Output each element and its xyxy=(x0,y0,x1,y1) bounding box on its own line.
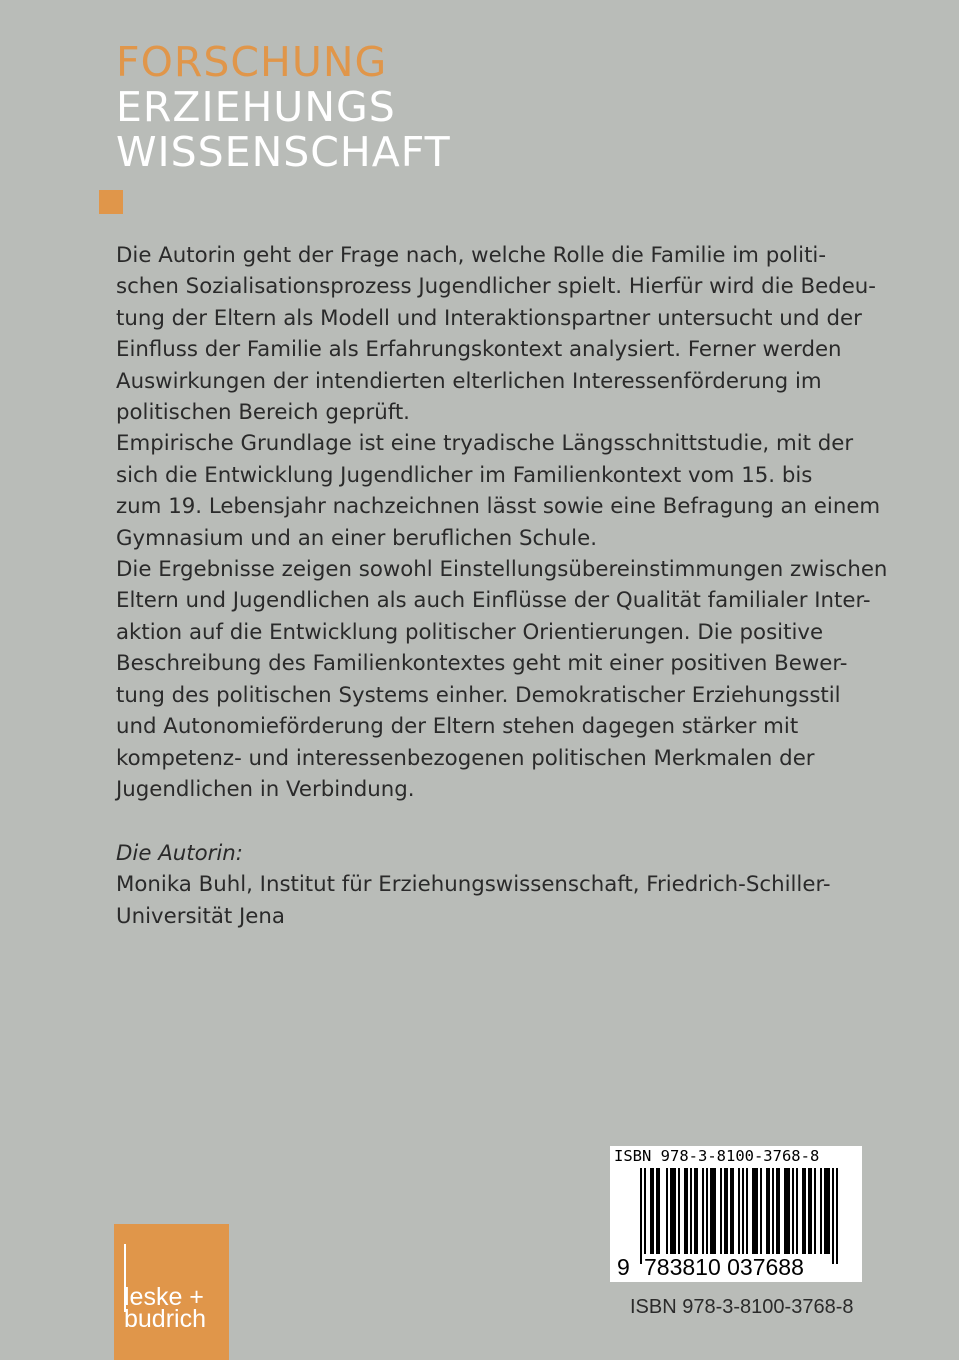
blurb-line: tung des politischen Systems einher. Demokratischer Erziehungsstil xyxy=(116,682,841,708)
blurb-line: Eltern und Jugendlichen als auch Einflüsse der Qualität familialer Inter- xyxy=(116,588,871,614)
barcode-bar xyxy=(792,1168,794,1254)
barcode-bar xyxy=(760,1168,762,1254)
barcode-bar xyxy=(696,1168,698,1254)
barcode-bar xyxy=(672,1168,674,1254)
barcode-bar xyxy=(670,1168,672,1254)
barcode-bar xyxy=(656,1168,658,1254)
barcode-bar xyxy=(694,1168,696,1254)
barcode xyxy=(610,1146,862,1282)
barcode-bar xyxy=(720,1168,722,1254)
barcode-bar xyxy=(726,1168,728,1254)
blurb-line: kompetenz- und interessenbezogenen politischen Merkmalen der xyxy=(116,745,815,771)
barcode-bar xyxy=(640,1168,642,1264)
barcode-bar xyxy=(820,1168,822,1254)
barcode-bar xyxy=(784,1168,786,1254)
barcode-bar xyxy=(724,1168,726,1254)
barcode-bar xyxy=(808,1168,810,1254)
barcode-bar xyxy=(732,1168,734,1254)
isbn-text: ISBN 978-3-8100-3768-8 xyxy=(630,1296,854,1318)
blurb-line: Die Autorin geht der Frage nach, welche Rolle die Familie im politi- xyxy=(116,243,827,268)
blurb-line: tung der Eltern als Modell und Interaktionspartner untersucht und der xyxy=(116,305,862,331)
barcode-bar xyxy=(686,1168,688,1254)
barcode-bar xyxy=(650,1168,652,1254)
publisher-logo xyxy=(114,1224,229,1360)
author-section xyxy=(116,838,831,932)
barcode-isbn-label: ISBN 978-3-8100-3768-8 xyxy=(614,1147,820,1165)
barcode-bar xyxy=(666,1168,668,1254)
barcode-bar xyxy=(738,1168,740,1264)
logo-line-1: leske + xyxy=(124,1283,204,1311)
barcode-bar xyxy=(772,1168,774,1254)
barcode-bar xyxy=(730,1168,732,1254)
series-title xyxy=(116,40,451,175)
series-title-line-1: FORSCHUNG xyxy=(116,38,388,86)
barcode-bar xyxy=(776,1168,778,1254)
barcode-bar xyxy=(746,1168,748,1254)
logo-text xyxy=(124,1283,206,1333)
blurb-line: Jugendlichen in Verbindung. xyxy=(116,776,415,802)
barcode-bar xyxy=(658,1168,660,1254)
barcode-bar xyxy=(712,1168,714,1254)
blurb-line: Gymnasium und an einer beruflichen Schule. xyxy=(116,525,597,551)
barcode-bar xyxy=(796,1168,798,1254)
barcode-bar xyxy=(710,1168,712,1254)
author-heading: Die Autorin: xyxy=(116,841,243,866)
blurb-text xyxy=(116,240,886,805)
barcode-bar xyxy=(802,1168,804,1254)
author-affiliation-line-1: Monika Buhl, Institut für Erziehungswissenschaft, Friedrich-Schiller- xyxy=(116,872,831,898)
barcode-bar xyxy=(828,1168,830,1254)
barcode-bar xyxy=(714,1168,716,1254)
barcode-bar xyxy=(804,1168,806,1254)
blurb-line: aktion auf die Entwicklung politischer Orientierungen. Die positive xyxy=(116,619,824,645)
barcode-bar xyxy=(786,1168,788,1254)
barcode-bar xyxy=(826,1168,828,1254)
blurb-line: Beschreibung des Familienkontextes geht mit einer positiven Bewer- xyxy=(116,651,848,677)
barcode-bar xyxy=(652,1168,654,1254)
blurb-line: Auswirkungen der intendierten elterlichen Interessenförderung im xyxy=(116,368,822,394)
barcode-bar xyxy=(752,1168,754,1254)
blurb-line: und Autonomieförderung der Eltern stehen dagegen stärker mit xyxy=(116,714,799,740)
barcode-bar xyxy=(810,1168,812,1254)
blurb-line: Empirische Grundlage ist eine tryadische Längsschnittstudie, mit der xyxy=(116,431,854,457)
barcode-bar xyxy=(832,1168,834,1264)
barcode-bar xyxy=(690,1168,692,1254)
barcode-bar xyxy=(706,1168,708,1254)
blurb-line: politischen Bereich geprüft. xyxy=(116,400,410,426)
barcode-bar xyxy=(836,1168,838,1264)
barcode-bar xyxy=(754,1168,756,1254)
series-title-line-2: ERZIEHUNGS xyxy=(116,83,396,131)
author-affiliation-line-2: Universität Jena xyxy=(116,903,285,929)
blurb-line: schen Sozialisationsprozess Jugendlicher spielt. Hierfür wird die Bedeu- xyxy=(116,274,876,300)
barcode-bar xyxy=(814,1168,816,1254)
barcode-bar xyxy=(742,1168,744,1264)
barcode-bar xyxy=(768,1168,770,1254)
blurb-line: sich die Entwicklung Jugendlicher im Familienkontext vom 15. bis xyxy=(116,462,813,488)
blurb-line: Die Ergebnisse zeigen sowohl Einstellungsübereinstimmungen zwischen xyxy=(116,557,888,583)
blurb-line: zum 19. Lebensjahr nachzeichnen lässt sowie eine Befragung an einem xyxy=(116,494,881,520)
barcode-bar xyxy=(674,1168,676,1254)
barcode-bar xyxy=(678,1168,680,1254)
blurb-line: Einfluss der Familie als Erfahrungskontext analysiert. Ferner werden xyxy=(116,337,842,363)
series-title-line-3: WISSENSCHAFT xyxy=(116,128,451,176)
accent-square xyxy=(99,190,123,214)
barcode-ean-first-digit: 9 xyxy=(617,1254,630,1280)
barcode-bar xyxy=(766,1168,768,1254)
barcode-bar xyxy=(756,1168,758,1254)
logo-line-2: budrich xyxy=(124,1305,206,1333)
barcode-bar xyxy=(684,1168,686,1254)
barcode-bars xyxy=(640,1168,840,1264)
barcode-bar xyxy=(824,1168,826,1254)
barcode-bar xyxy=(788,1168,790,1254)
barcode-ean-digits: 783810 037688 xyxy=(644,1254,804,1280)
barcode-bar xyxy=(644,1168,646,1264)
barcode-bar xyxy=(702,1168,704,1254)
barcode-bar xyxy=(778,1168,780,1254)
